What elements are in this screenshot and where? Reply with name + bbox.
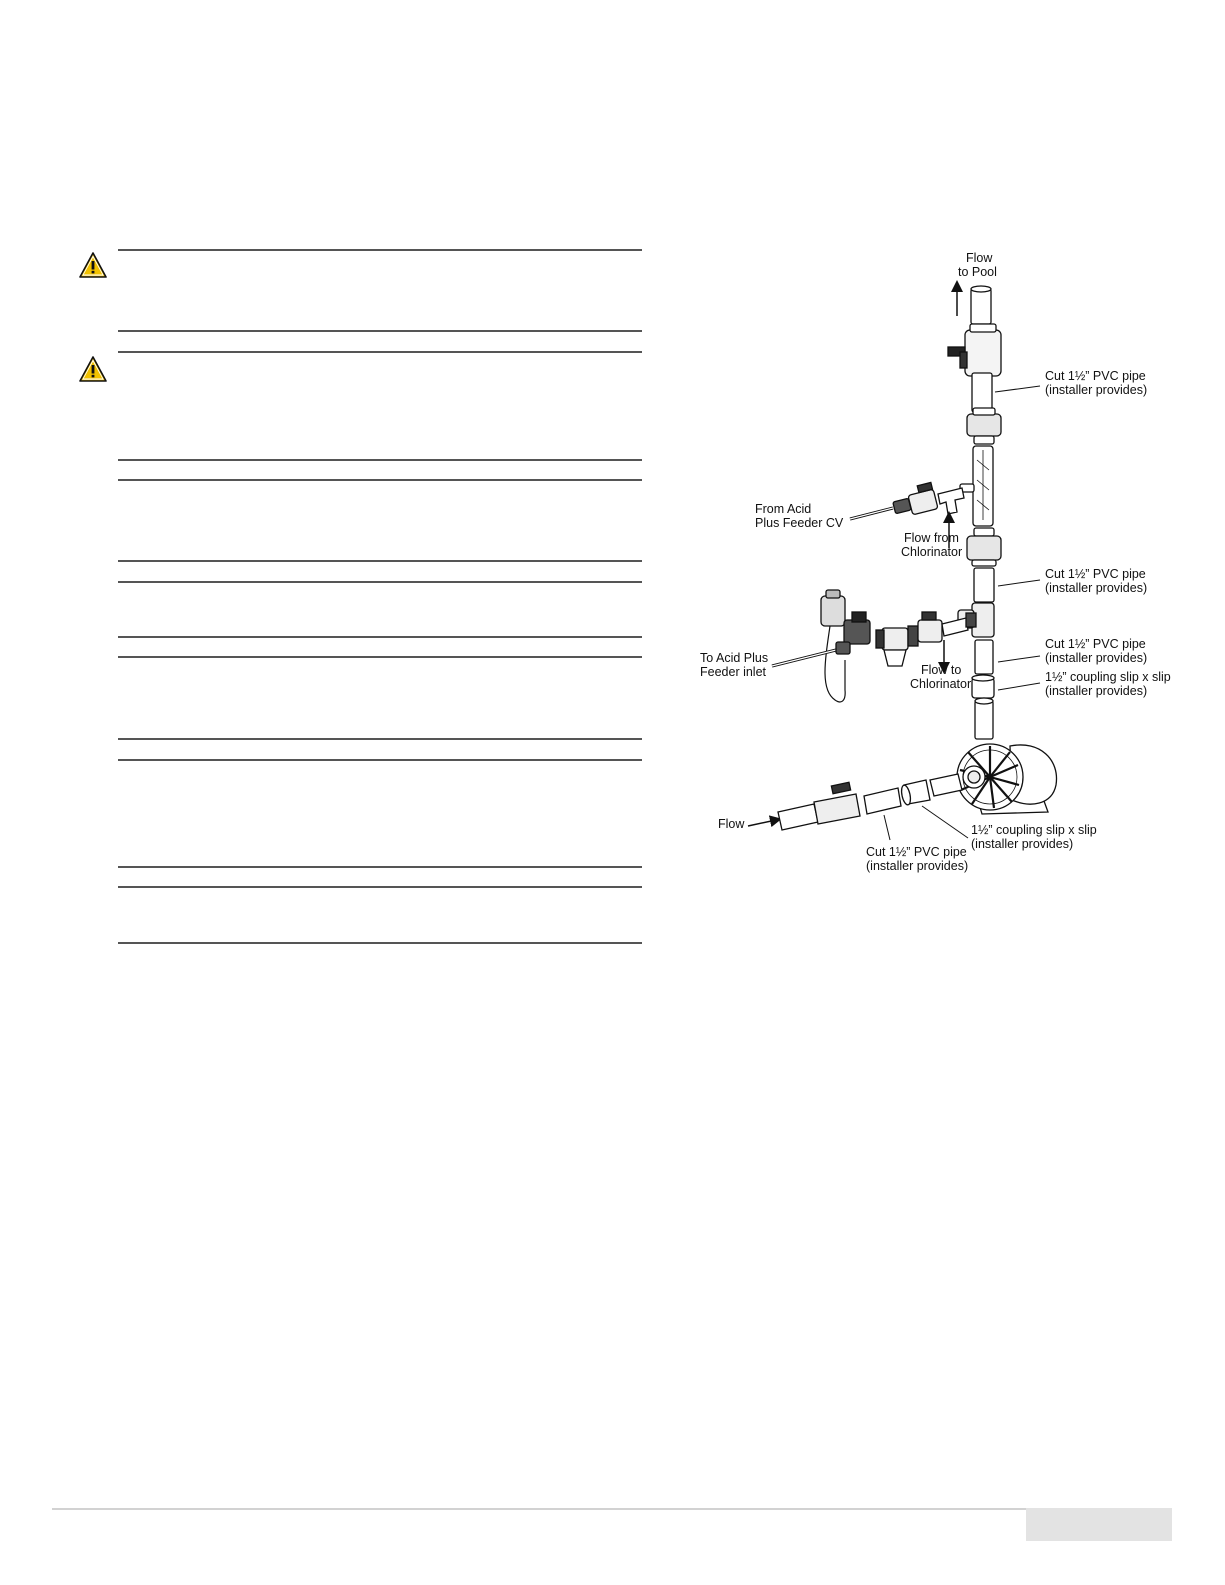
inlet-pipe	[778, 804, 818, 830]
label-from-acid-feeder: From Acid Plus Feeder CV	[755, 502, 844, 530]
tee-fitting-upper	[938, 488, 964, 514]
footer-page-tab	[1026, 1508, 1172, 1541]
label-coupling-bottom: 1½” coupling slip x slip (installer provides)	[971, 823, 1097, 851]
solenoid-valve	[844, 620, 870, 644]
lower-union	[967, 536, 1001, 560]
label-flow-from-chlorinator: Flow from Chlorinator	[901, 531, 963, 559]
cut-pvc-pipe-mid	[974, 568, 994, 602]
cup-fitting	[882, 628, 908, 650]
label-cut-pvc-low: Cut 1½” PVC pipe (installer provides)	[1045, 637, 1148, 665]
check-valve-upper	[908, 489, 938, 515]
top-ball-valve	[965, 330, 1001, 376]
label-flow-to-pool: Flow to Pool	[958, 251, 997, 279]
cut-pvc-pipe-top	[972, 373, 992, 412]
cut-pvc-pipe-bottom	[864, 788, 901, 814]
solenoid-head	[821, 596, 845, 626]
bottom-ball-valve	[814, 794, 860, 824]
label-flow-to-chlorinator: Flow to Chlorinator	[910, 663, 972, 691]
label-cut-pvc-top: Cut 1½” PVC pipe (installer provides)	[1045, 369, 1148, 397]
label-to-acid-feeder-inlet: To Acid Plus Feeder inlet	[700, 651, 769, 679]
label-cut-pvc-bottom: Cut 1½” PVC pipe (installer provides)	[866, 845, 969, 873]
label-flow-inlet: Flow	[718, 817, 745, 831]
top-pipe-stub	[971, 289, 991, 324]
label-coupling-right: 1½” coupling slip x slip (installer provides)	[1045, 670, 1171, 698]
top-union	[967, 414, 1001, 436]
check-valve-lower	[918, 620, 942, 642]
footer-rule	[52, 1508, 1172, 1510]
label-cut-pvc-mid: Cut 1½” PVC pipe (installer provides)	[1045, 567, 1148, 595]
cut-pvc-pipe-low	[975, 640, 993, 674]
